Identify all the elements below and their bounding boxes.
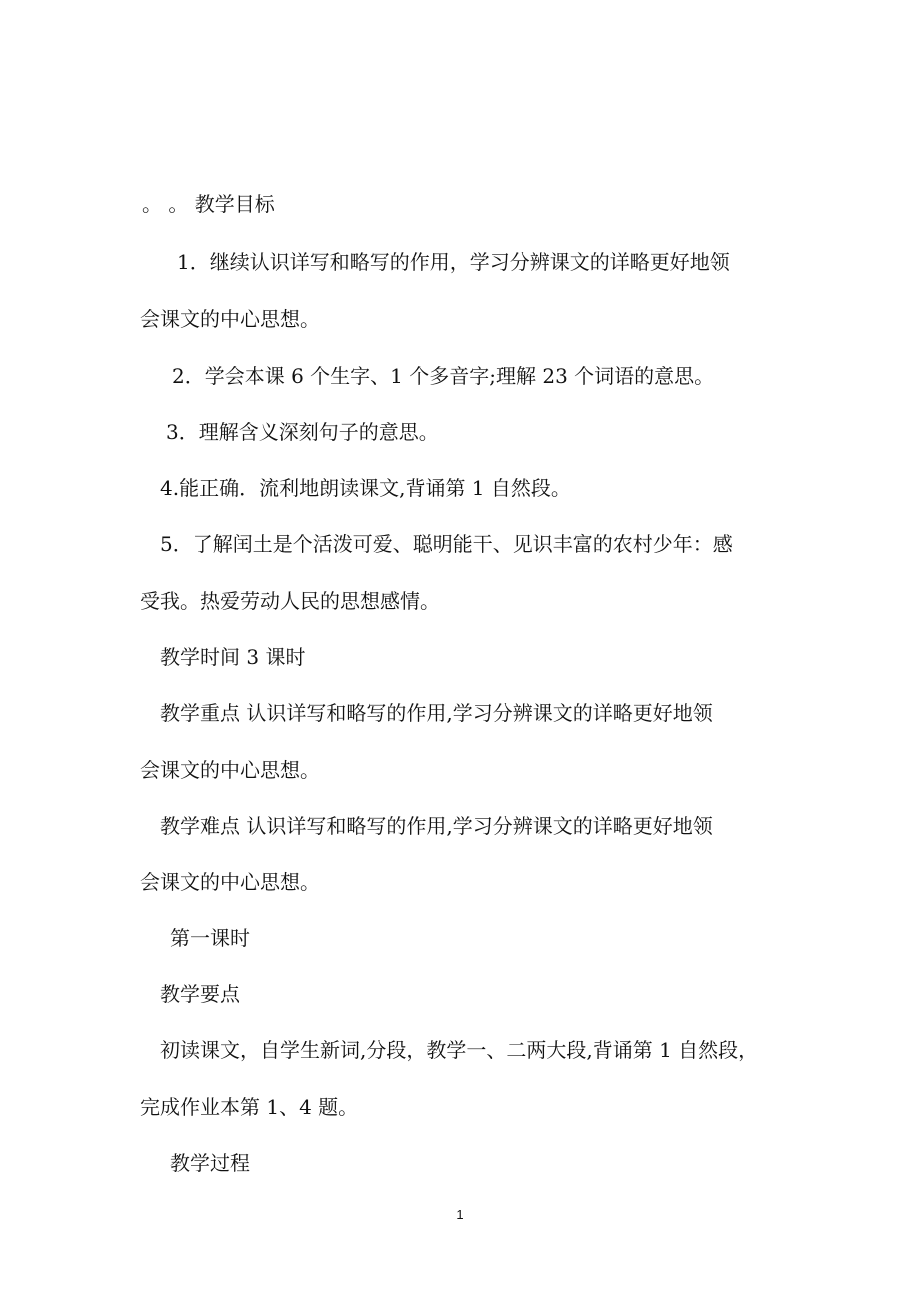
page-number: 1 — [456, 1207, 464, 1222]
key-points-line-1: 教学重点 认识详写和略写的作用,学习分辨课文的详略更好地领 — [160, 701, 713, 725]
key-points-line-2: 会课文的中心思想。 — [140, 758, 320, 782]
goal-5-line-1: 5．了解闰土是个活泼可爱、聪明能干、见识丰富的农村少年：感 — [160, 532, 733, 556]
teaching-process-heading: 教学过程 — [170, 1151, 250, 1175]
difficulties-line-2: 会课文的中心思想。 — [140, 870, 320, 894]
difficulties-line-1: 教学难点 认识详写和略写的作用,学习分辨课文的详略更好地领 — [160, 814, 713, 838]
goal-1-line-2: 会课文的中心思想。 — [140, 307, 320, 331]
goal-5-line-2: 受我。热爱劳动人民的思想感情。 — [140, 589, 440, 613]
first-lesson-heading: 第一课时 — [170, 926, 250, 950]
lesson-key-points-heading: 教学要点 — [160, 982, 240, 1006]
lesson-key-points-line-2: 完成作业本第 1、4 题。 — [140, 1095, 359, 1119]
goal-4: 4.能正确．流利地朗读课文,背诵第 1 自然段。 — [160, 476, 571, 500]
lesson-key-points-line-1: 初读课文，自学生新词,分段，教学一、二两大段,背诵第 1 自然段， — [160, 1038, 759, 1062]
goal-3: 3．理解含义深刻句子的意思。 — [166, 420, 439, 444]
teaching-time: 教学时间 3 课时 — [160, 645, 306, 669]
heading-teaching-goals: 。 。 教学目标 — [142, 192, 275, 216]
goal-1-line-1: 1．继续认识详写和略写的作用，学习分辨课文的详略更好地领 — [177, 250, 730, 274]
goal-2: 2．学会本课 6 个生字、1 个多音字;理解 23 个词语的意思。 — [172, 364, 715, 388]
